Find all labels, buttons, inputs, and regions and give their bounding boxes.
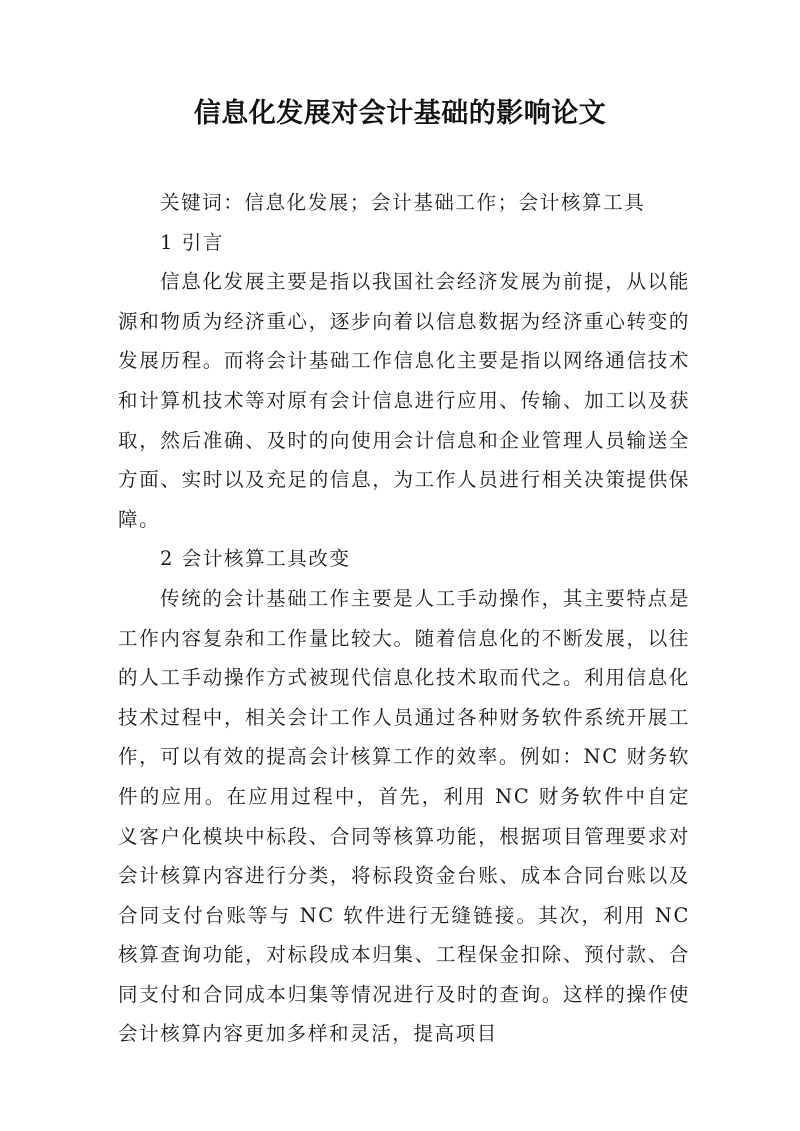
section-heading-accounting-tools: 2 会计核算工具改变 bbox=[160, 547, 351, 571]
section-heading-introduction: 1 引言 bbox=[160, 230, 225, 254]
keywords-paragraph: 关键词：信息化发展；会计基础工作；会计核算工具 bbox=[160, 191, 646, 214]
body-paragraph: 传统的会计基础工作主要是人工手动操作，其主要特点是工作内容复杂和工作量比较大。随着信息化的不断发展，以往的人工手动操作方式被现代信息化技术取而代之。利用信息化技术过程中，相关会计工作人员通过各种财务软件系统开展工作，可以有效的提高会计核算工作的效率。例如：NC 财务软件的应用。在应用过程中，首先，利用 NC 财务软件中自定义客户化模块中标段、合同等核算功能，根据项目管理要求对会计核算内容进行分类，将标段资金台账、成本合同台账以及合同支付台账等与 NC 软件进行无缝链接。其次，利用 NC 核算查询功能，对标段成本归集、工程保金扣除、预付款、合同支付和合同成本归集等情况进行及时的查询。这样的操作使会计核算内容更加多样和灵活，提高项目 bbox=[118, 586, 690, 1046]
body-paragraph: 信息化发展主要是指以我国社会经济发展为前提，从以能源和物质为经济重心，逐步向着以信息数据为经济重心转变的发展历程。而将会计基础工作信息化主要是指以网络通信技术和计算机技术等对原有会计信息进行应用、传输、加工以及获取，然后准确、及时的向使用会计信息和企业管理人员输送全方面、实时以及充足的信息，为工作人员进行相关决策提供保障。 bbox=[118, 270, 690, 531]
document-title: 信息化发展对会计基础的影响论文 bbox=[193, 98, 607, 129]
document-body bbox=[118, 183, 690, 1054]
